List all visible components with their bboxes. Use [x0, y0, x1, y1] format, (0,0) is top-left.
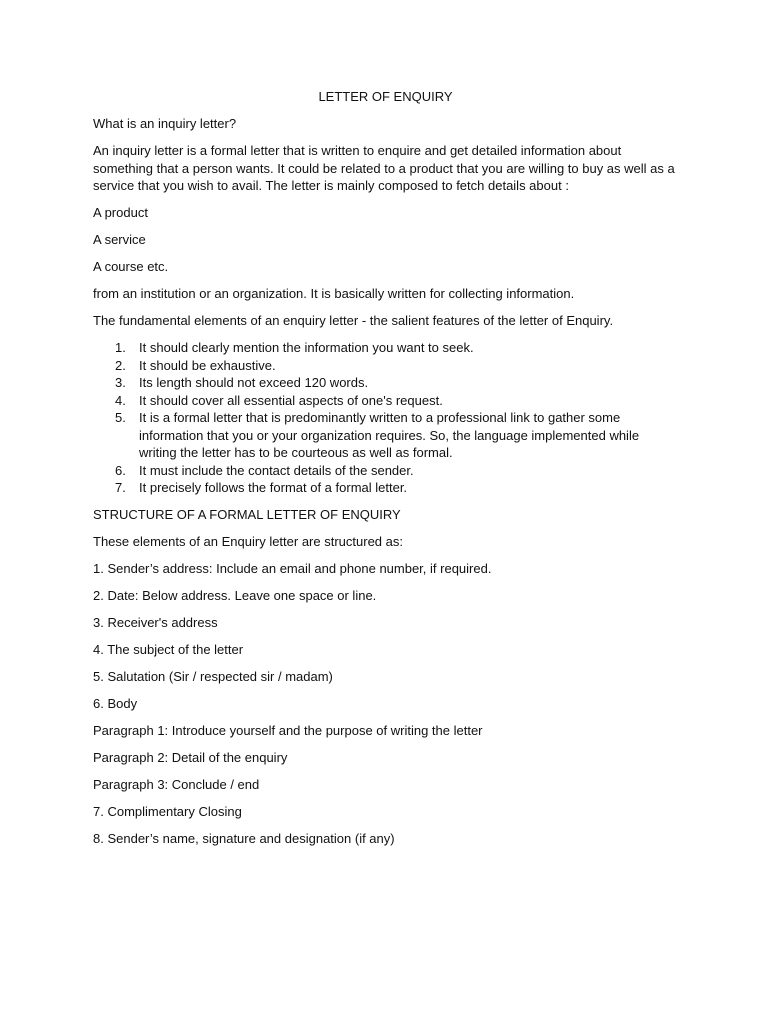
document-title: LETTER OF ENQUIRY [318, 89, 453, 104]
detail-item: A course etc. [93, 259, 169, 274]
list-number: 6. [115, 462, 126, 478]
list-item [93, 357, 678, 375]
structure-line: Paragraph 2: Detail of the enquiry [93, 750, 288, 765]
structure-line: 6. Body [93, 696, 138, 711]
structure-line: 8. Sender’s name, signature and designation (if any) [93, 831, 395, 846]
from-paragraph: from an institution or an organization. It is basically written for collecting information. [93, 286, 575, 301]
structure-line: 3. Receiver's address [93, 615, 218, 630]
list-item-text: It should cover all essential aspects of one's request. [139, 392, 443, 408]
list-number: 7. [115, 480, 126, 495]
list-item-text: It precisely follows the format of a formal letter. [139, 480, 408, 495]
structure-line: 4. The subject of the letter [93, 642, 244, 657]
detail-item: A product [93, 205, 148, 220]
list-item [93, 339, 678, 357]
list-item-text: It must include the contact details of the sender. [139, 462, 414, 478]
list-item-text: It should be exhaustive. [139, 357, 276, 373]
structure-line: Paragraph 1: Introduce yourself and the purpose of writing the letter [93, 723, 483, 738]
list-item [93, 409, 678, 462]
list-item [93, 374, 678, 392]
list-item-text: It is a formal letter that is predominantly written to a professional link to gather some information that you or your organization requires. So, the language implemented while writing the letter has to be courteous as well as formal. [139, 410, 640, 460]
structure-line: 5. Salutation (Sir / respected sir / madam) [93, 669, 333, 684]
detail-item: A service [93, 232, 146, 247]
list-number: 1. [115, 340, 126, 355]
intro-paragraph: An inquiry letter is a formal letter that is written to enquire and get detailed information about something that a person wants. It could be related to a product that you are willing to buy as well as a service that you wish to avail. The letter is mainly composed to fetch details about : [93, 143, 675, 193]
list-item [93, 462, 678, 480]
list-item [93, 392, 678, 410]
structure-line: Paragraph 3: Conclude / end [93, 777, 260, 792]
structure-line: 2. Date: Below address. Leave one space or line. [93, 588, 377, 603]
list-number: 5. [115, 410, 126, 425]
list-item-text: Its length should not exceed 120 words. [139, 375, 369, 390]
elements-heading: The fundamental elements of an enquiry letter - the salient features of the letter of Enquiry. [93, 313, 614, 328]
structure-line: 7. Complimentary Closing [93, 804, 242, 819]
list-item-text: It should clearly mention the information you want to seek. [139, 340, 474, 355]
list-number: 2. [115, 357, 126, 373]
document-body [93, 88, 678, 857]
list-item [93, 479, 678, 497]
structure-line: 1. Sender’s address: Include an email and phone number, if required. [93, 561, 492, 576]
structure-intro: These elements of an Enquiry letter are structured as: [93, 534, 403, 549]
list-number: 4. [115, 392, 126, 408]
structure-heading: STRUCTURE OF A FORMAL LETTER OF ENQUIRY [93, 507, 401, 522]
question-heading: What is an inquiry letter? [93, 116, 237, 131]
list-number: 3. [115, 375, 126, 390]
features-list [93, 339, 678, 497]
